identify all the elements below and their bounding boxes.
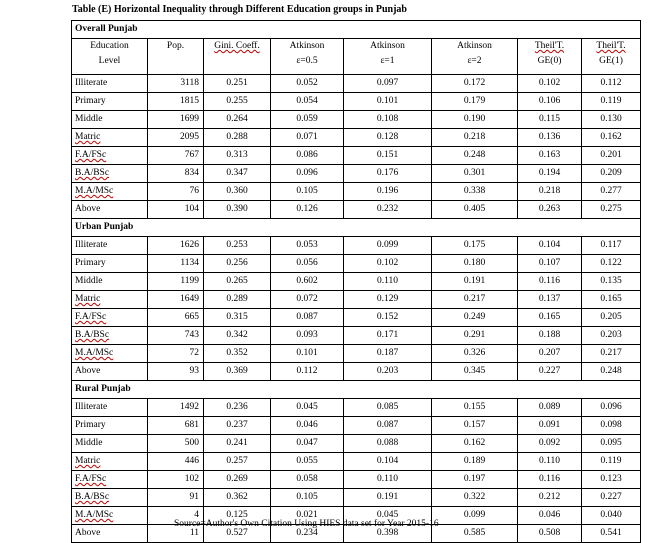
value-cell: 72 [148,345,204,363]
education-level-cell: Primary [72,255,148,273]
education-level-label: F.A/FSc [75,474,107,484]
value-cell: 0.088 [344,435,432,453]
education-level-label: F.A/FSc [75,150,107,160]
value-cell: 0.338 [432,183,518,201]
value-cell: 0.342 [204,327,271,345]
header-atkinson-1: Atkinson ε=1 [344,39,432,75]
value-cell: 0.110 [344,471,432,489]
value-cell: 1492 [148,399,204,417]
value-cell: 0.315 [204,309,271,327]
value-cell: 0.046 [271,417,344,435]
table-row [72,147,641,165]
education-level-label: Matric [75,456,101,466]
value-cell: 0.187 [344,345,432,363]
source-note: Source=Author's Own Citation Using HIES data set for Year 2015-16 [174,519,439,529]
education-level-label: B.A/BSc [75,492,110,502]
value-cell: 0.227 [518,363,582,381]
table-row [72,363,641,381]
value-cell: 0.190 [432,111,518,129]
value-cell: 0.086 [271,147,344,165]
header-gini: Gini. Coeff. [204,39,271,75]
table-row [72,93,641,111]
value-cell: 0.045 [344,507,432,525]
value-cell: 446 [148,453,204,471]
value-cell: 0.291 [432,327,518,345]
table-row [72,291,641,309]
value-cell: 0.157 [432,417,518,435]
education-level-cell: Illiterate [72,237,148,255]
section-label: Urban Punjab [72,219,641,237]
value-cell: 11 [148,525,204,543]
value-cell: 0.112 [271,363,344,381]
value-cell: 0.347 [204,165,271,183]
value-cell: 0.205 [582,309,641,327]
value-cell: 1199 [148,273,204,291]
value-cell: 0.248 [432,147,518,165]
value-cell: 0.054 [271,93,344,111]
table-row [72,309,641,327]
value-cell: 91 [148,489,204,507]
header-education-level: Education Level [72,39,148,75]
education-level-label: M.A/MSc [75,186,114,196]
value-cell: 0.071 [271,129,344,147]
value-cell: 0.269 [204,471,271,489]
value-cell: 0.163 [518,147,582,165]
value-cell: 3118 [148,75,204,93]
value-cell: 0.203 [344,363,432,381]
value-cell: 0.089 [518,399,582,417]
education-level-label: F.A/FSc [75,312,107,322]
section-row [72,381,641,399]
education-level-cell [72,345,148,363]
value-cell: 0.189 [432,453,518,471]
table-row [72,201,641,219]
value-cell: 0.116 [518,471,582,489]
education-level-cell: Middle [72,111,148,129]
table-row [72,399,641,417]
value-cell: 0.289 [204,291,271,309]
value-cell: 0.087 [271,309,344,327]
value-cell: 0.541 [582,525,641,543]
table-row [72,435,641,453]
education-level-label: Matric [75,294,101,304]
education-level-label: B.A/BSc [75,168,110,178]
education-level-label: Matric [75,132,101,142]
value-cell: 0.093 [271,327,344,345]
value-cell: 1626 [148,237,204,255]
value-cell: 1134 [148,255,204,273]
header-atkinson-05: Atkinson ε=0.5 [271,39,344,75]
value-cell: 0.102 [518,75,582,93]
value-cell: 0.126 [271,201,344,219]
education-level-cell: Middle [72,435,148,453]
value-cell: 0.209 [582,165,641,183]
value-cell: 0.102 [344,255,432,273]
value-cell: 0.104 [518,237,582,255]
value-cell: 4 [148,507,204,525]
value-cell: 0.196 [344,183,432,201]
value-cell: 0.249 [432,309,518,327]
value-cell: 0.508 [518,525,582,543]
value-cell: 0.099 [344,237,432,255]
value-cell: 767 [148,147,204,165]
value-cell: 0.165 [582,291,641,309]
value-cell: 0.085 [344,399,432,417]
value-cell: 0.105 [271,489,344,507]
value-cell: 0.129 [344,291,432,309]
header-theil-ge1: Theil'T. GE(1) [582,39,641,75]
education-level-cell [72,489,148,507]
value-cell: 0.115 [518,111,582,129]
value-cell: 0.107 [518,255,582,273]
value-cell: 1649 [148,291,204,309]
value-cell: 0.180 [432,255,518,273]
value-cell: 0.101 [271,345,344,363]
value-cell: 0.055 [271,453,344,471]
header-theil-ge0: Theil'T. GE(0) [518,39,582,75]
education-level-cell [72,291,148,309]
value-cell: 0.119 [582,453,641,471]
value-cell: 0.264 [204,111,271,129]
value-cell: 665 [148,309,204,327]
value-cell: 0.135 [582,273,641,291]
value-cell: 0.369 [204,363,271,381]
value-cell: 0.212 [518,489,582,507]
value-cell: 93 [148,363,204,381]
header-atkinson-2: Atkinson ε=2 [432,39,518,75]
table-row [72,345,641,363]
table-row [72,273,641,291]
value-cell: 0.105 [271,183,344,201]
table-row [72,129,641,147]
value-cell: 0.179 [432,93,518,111]
value-cell: 0.263 [518,201,582,219]
value-cell: 0.326 [432,345,518,363]
table-row [72,75,641,93]
value-cell: 0.237 [204,417,271,435]
value-cell: 0.108 [344,111,432,129]
education-level-label: M.A/MSc [75,348,114,358]
value-cell: 0.151 [344,147,432,165]
value-cell: 0.110 [344,273,432,291]
value-cell: 0.251 [204,75,271,93]
value-cell: 0.092 [518,435,582,453]
value-cell: 0.137 [518,291,582,309]
value-cell: 0.248 [582,363,641,381]
value-cell: 0.265 [204,273,271,291]
education-level-cell: Middle [72,273,148,291]
value-cell: 0.172 [432,75,518,93]
value-cell: 0.217 [432,291,518,309]
value-cell: 0.162 [582,129,641,147]
table-row [72,471,641,489]
education-level-cell [72,507,148,525]
value-cell: 0.162 [432,435,518,453]
value-cell: 0.056 [271,255,344,273]
header-row [72,39,641,75]
section-row [72,219,641,237]
value-cell: 0.227 [582,489,641,507]
value-cell: 0.236 [204,399,271,417]
value-cell: 0.398 [344,525,432,543]
table-row [72,111,641,129]
value-cell: 102 [148,471,204,489]
value-cell: 76 [148,183,204,201]
value-cell: 0.585 [432,525,518,543]
value-cell: 0.218 [432,129,518,147]
value-cell: 0.123 [582,471,641,489]
education-level-label: B.A/BSc [75,330,110,340]
education-level-cell [72,129,148,147]
value-cell: 0.155 [432,399,518,417]
education-level-cell [72,165,148,183]
value-cell: 0.275 [582,201,641,219]
value-cell: 0.165 [518,309,582,327]
section-label: Rural Punjab [72,381,641,399]
education-level-cell: Above [72,363,148,381]
table-row [72,237,641,255]
value-cell: 0.288 [204,129,271,147]
value-cell: 0.045 [271,399,344,417]
value-cell: 0.106 [518,93,582,111]
table-title: Table (E) Horizontal Inequality through Different Education groups in Punjab [72,4,407,15]
value-cell: 681 [148,417,204,435]
table-body [72,75,641,543]
value-cell: 0.098 [582,417,641,435]
value-cell: 0.097 [344,75,432,93]
value-cell: 1699 [148,111,204,129]
table-row [72,327,641,345]
value-cell: 0.021 [271,507,344,525]
value-cell: 0.046 [518,507,582,525]
value-cell: 500 [148,435,204,453]
value-cell: 0.096 [271,165,344,183]
value-cell: 0.095 [582,435,641,453]
value-cell: 0.116 [518,273,582,291]
value-cell: 0.345 [432,363,518,381]
value-cell: 0.058 [271,471,344,489]
education-level-cell [72,147,148,165]
education-level-cell [72,183,148,201]
value-cell: 0.201 [582,147,641,165]
value-cell: 0.362 [204,489,271,507]
value-cell: 0.059 [271,111,344,129]
education-level-cell [72,453,148,471]
value-cell: 0.322 [432,489,518,507]
value-cell: 743 [148,327,204,345]
education-level-cell [72,309,148,327]
value-cell: 0.232 [344,201,432,219]
value-cell: 1815 [148,93,204,111]
value-cell: 0.390 [204,201,271,219]
value-cell: 0.047 [271,435,344,453]
value-cell: 0.188 [518,327,582,345]
inequality-table [71,20,641,543]
value-cell: 0.241 [204,435,271,453]
value-cell: 0.194 [518,165,582,183]
value-cell: 0.171 [344,327,432,345]
value-cell: 0.096 [582,399,641,417]
education-level-label: M.A/MSc [75,510,114,520]
value-cell: 0.234 [271,525,344,543]
value-cell: 0.176 [344,165,432,183]
value-cell: 0.104 [344,453,432,471]
value-cell: 0.253 [204,237,271,255]
value-cell: 0.352 [204,345,271,363]
value-cell: 834 [148,165,204,183]
value-cell: 0.203 [582,327,641,345]
value-cell: 0.101 [344,93,432,111]
table-row [72,183,641,201]
value-cell: 0.218 [518,183,582,201]
value-cell: 0.277 [582,183,641,201]
education-level-cell: Above [72,525,148,543]
table-row [72,489,641,507]
value-cell: 0.125 [204,507,271,525]
table-row [72,165,641,183]
education-level-cell: Primary [72,417,148,435]
value-cell: 0.117 [582,237,641,255]
value-cell: 0.301 [432,165,518,183]
table-row [72,417,641,435]
education-level-cell [72,471,148,489]
value-cell: 0.136 [518,129,582,147]
value-cell: 0.052 [271,75,344,93]
value-cell: 104 [148,201,204,219]
value-cell: 0.072 [271,291,344,309]
value-cell: 0.122 [582,255,641,273]
value-cell: 0.110 [518,453,582,471]
education-level-cell [72,327,148,345]
value-cell: 0.053 [271,237,344,255]
value-cell: 0.128 [344,129,432,147]
value-cell: 0.257 [204,453,271,471]
value-cell: 0.175 [432,237,518,255]
education-level-cell: Primary [72,93,148,111]
value-cell: 0.040 [582,507,641,525]
table-row [72,453,641,471]
value-cell: 0.197 [432,471,518,489]
value-cell: 0.191 [432,273,518,291]
value-cell: 0.130 [582,111,641,129]
value-cell: 0.313 [204,147,271,165]
value-cell: 0.405 [432,201,518,219]
value-cell: 0.256 [204,255,271,273]
education-level-cell: Above [72,201,148,219]
value-cell: 0.087 [344,417,432,435]
value-cell: 0.217 [582,345,641,363]
education-level-cell: Illiterate [72,399,148,417]
value-cell: 0.360 [204,183,271,201]
value-cell: 2095 [148,129,204,147]
header-pop: Pop. [148,39,204,75]
section-row [72,21,641,39]
value-cell: 0.255 [204,93,271,111]
value-cell: 0.119 [582,93,641,111]
value-cell: 0.191 [344,489,432,507]
value-cell: 0.602 [271,273,344,291]
education-level-cell: Illiterate [72,75,148,93]
value-cell: 0.207 [518,345,582,363]
value-cell: 0.527 [204,525,271,543]
table-row [72,255,641,273]
value-cell: 0.091 [518,417,582,435]
value-cell: 0.099 [432,507,518,525]
section-label: Overall Punjab [72,21,641,39]
value-cell: 0.152 [344,309,432,327]
value-cell: 0.112 [582,75,641,93]
